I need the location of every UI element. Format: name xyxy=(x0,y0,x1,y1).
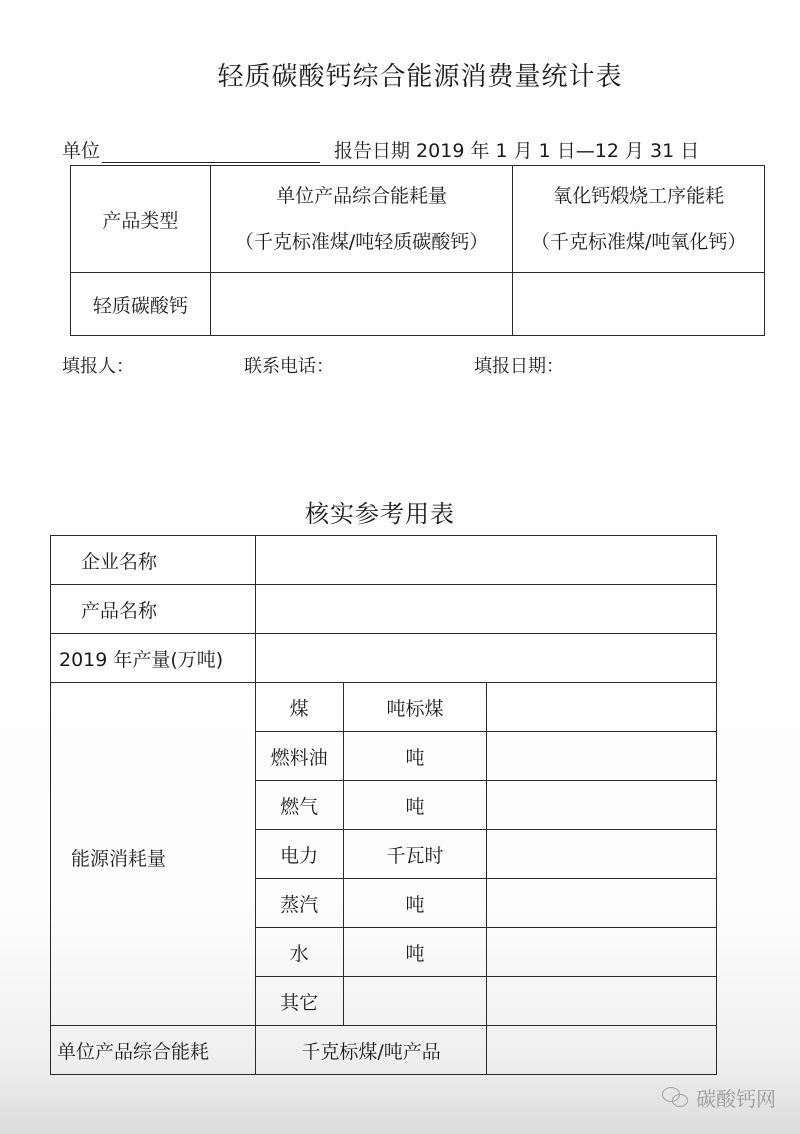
energy-type-water: 水 xyxy=(255,928,343,977)
table-row xyxy=(51,634,717,683)
energy-type-gas: 燃气 xyxy=(255,781,343,830)
fill-date-label: 填报日期： xyxy=(474,356,564,377)
product-cell: 轻质碳酸钙 xyxy=(71,273,211,336)
energy-value-water[interactable] xyxy=(487,928,717,977)
energy-unit-fuel-oil: 吨 xyxy=(343,732,487,781)
energy-type-coal: 煤 xyxy=(255,683,343,732)
energy-value-electricity[interactable] xyxy=(487,830,717,879)
verification-table xyxy=(50,535,717,1075)
col-header-product-type: 产品类型 xyxy=(71,166,211,273)
table-row xyxy=(51,1026,717,1075)
verification-table-title: 核实参考用表 xyxy=(305,500,455,528)
energy-unit-gas: 吨 xyxy=(343,781,487,830)
energy-consumption-label: 能源消耗量 xyxy=(51,683,256,1026)
unit-product-energy-unit: 千克标煤/吨产品 xyxy=(255,1026,487,1075)
output-2019-value[interactable] xyxy=(255,634,716,683)
col-header-unit-energy: 单位产品综合能耗量 （千克标准煤/吨轻质碳酸钙） xyxy=(210,166,513,273)
energy-type-steam: 蒸汽 xyxy=(255,879,343,928)
energy-type-other: 其它 xyxy=(255,977,343,1026)
calcination-energy-cell[interactable] xyxy=(513,273,765,336)
energy-statistics-table xyxy=(70,165,765,336)
phone-label: 联系电话： xyxy=(244,356,334,377)
company-name-label: 企业名称 xyxy=(51,536,256,585)
energy-unit-steam: 吨 xyxy=(343,879,487,928)
filler-label: 填报人： xyxy=(62,356,134,377)
energy-value-steam[interactable] xyxy=(487,879,717,928)
energy-unit-water: 吨 xyxy=(343,928,487,977)
energy-unit-coal: 吨标煤 xyxy=(343,683,487,732)
energy-unit-other[interactable] xyxy=(343,977,487,1026)
energy-row xyxy=(51,683,717,732)
report-header-line xyxy=(62,136,699,163)
energy-value-other[interactable] xyxy=(487,977,717,1026)
col-header-calcination-energy: 氧化钙煅烧工序能耗 （千克标准煤/吨氧化钙） xyxy=(513,166,765,273)
output-2019-label: 2019 年产量(万吨) xyxy=(51,634,256,683)
unit-product-energy-label: 单位产品综合能耗 xyxy=(51,1026,256,1075)
energy-type-electricity: 电力 xyxy=(255,830,343,879)
unit-label: 单位 xyxy=(62,140,101,162)
document-title: 轻质碳酸钙综合能源消费量统计表 xyxy=(217,62,623,92)
product-name-label: 产品名称 xyxy=(51,585,256,634)
energy-type-fuel-oil: 燃料油 xyxy=(255,732,343,781)
table-row xyxy=(71,273,765,336)
unit-energy-cell[interactable] xyxy=(210,273,513,336)
table-row xyxy=(51,585,717,634)
company-name-value[interactable] xyxy=(255,536,716,585)
wechat-icon xyxy=(662,1087,690,1109)
energy-value-coal[interactable] xyxy=(487,683,717,732)
energy-unit-electricity: 千瓦时 xyxy=(343,830,487,879)
report-date: 报告日期 2019 年 1 月 1 日—12 月 31 日 xyxy=(334,140,700,162)
watermark xyxy=(662,1083,776,1112)
unit-blank-field[interactable] xyxy=(102,144,320,163)
energy-value-fuel-oil[interactable] xyxy=(487,732,717,781)
table-header-row xyxy=(71,166,765,273)
watermark-text: 碳酸钙网 xyxy=(696,1087,776,1111)
product-name-value[interactable] xyxy=(255,585,716,634)
table-row xyxy=(51,536,717,585)
unit-product-energy-value[interactable] xyxy=(487,1026,717,1075)
energy-value-gas[interactable] xyxy=(487,781,717,830)
